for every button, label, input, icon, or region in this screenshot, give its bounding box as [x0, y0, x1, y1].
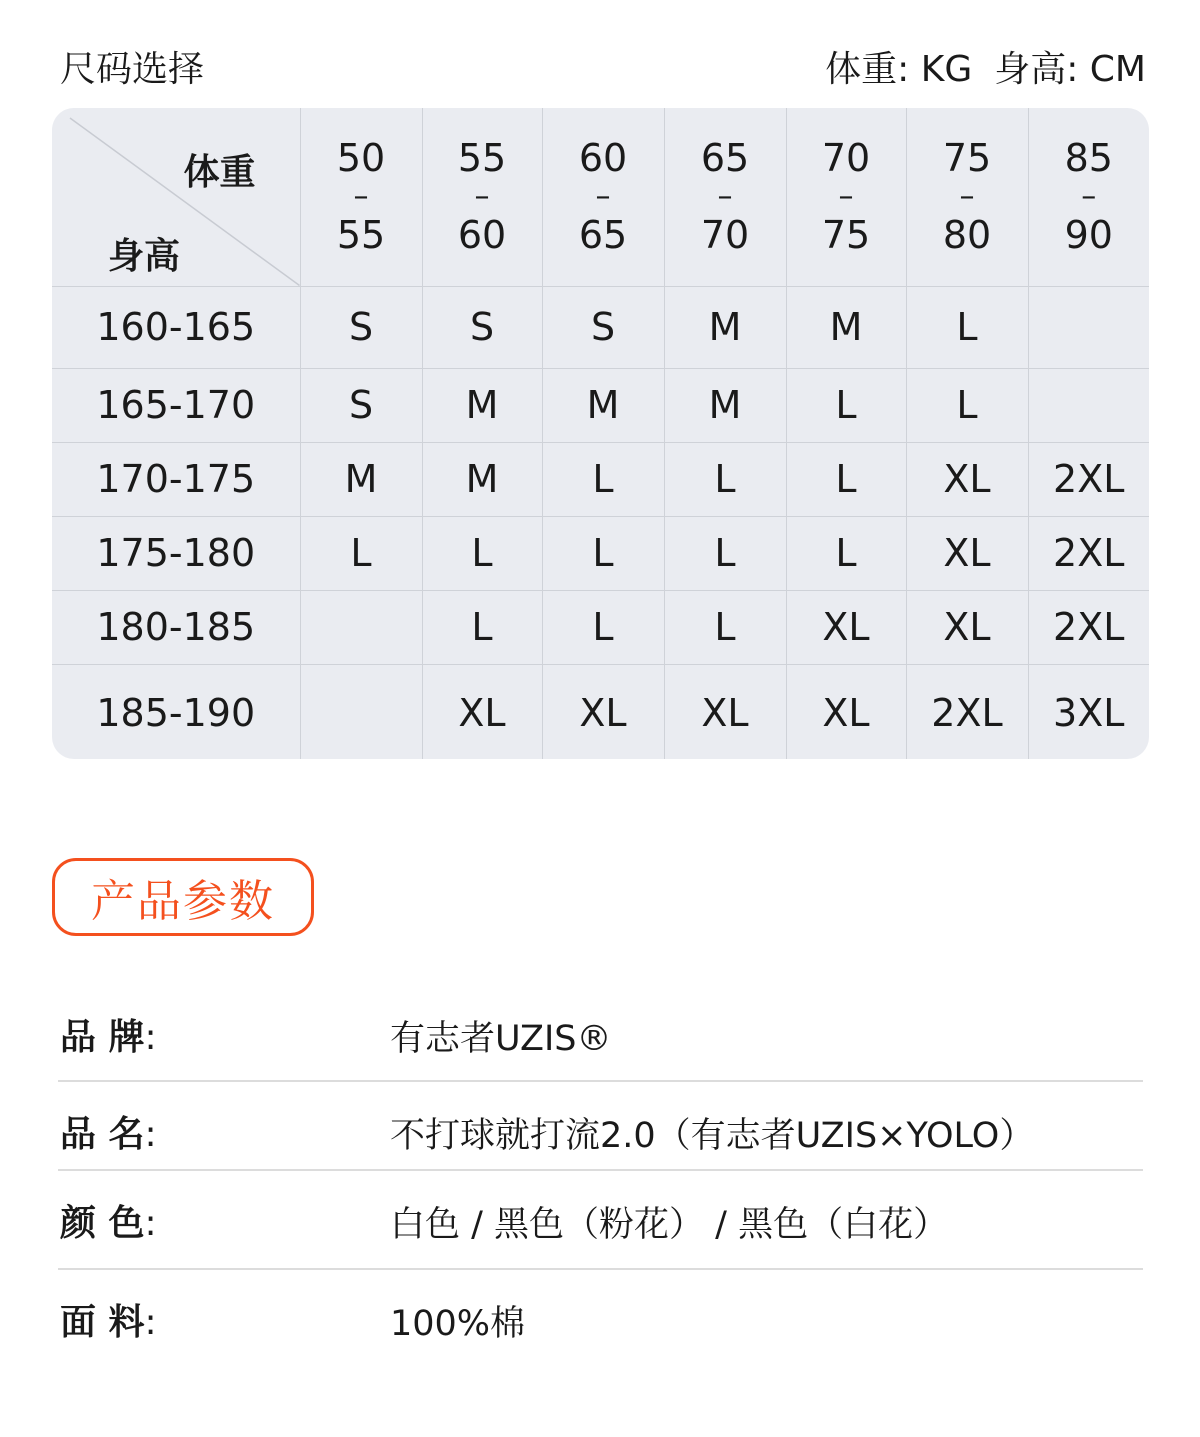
param-row-fabric [58, 1270, 1143, 1366]
size-cell: XL [786, 664, 906, 759]
weight-range-header [906, 108, 1028, 286]
size-cell: L [664, 590, 786, 664]
height-range-label: 185-190 [52, 664, 300, 759]
param-row-name [58, 1082, 1143, 1171]
weight-range-from: 55 [457, 136, 507, 181]
size-cell: L [786, 368, 906, 442]
weight-range-header [1028, 108, 1149, 286]
param-colon: : [144, 1302, 157, 1343]
size-cell: M [664, 286, 786, 368]
size-cell: L [786, 442, 906, 516]
size-cell: XL [422, 664, 542, 759]
weight-range-dash: – [353, 179, 369, 215]
size-cell: 2XL [1028, 516, 1149, 590]
weight-range-from: 60 [578, 136, 628, 181]
weight-range-to: 60 [457, 213, 507, 258]
size-cell: L [300, 516, 422, 590]
weight-header-row [52, 108, 1149, 286]
size-cell: L [542, 516, 664, 590]
size-cell: L [542, 442, 664, 516]
weight-range-dash: – [595, 179, 611, 215]
product-params-title: 产品参数 [52, 858, 314, 936]
param-key [60, 1195, 157, 1246]
size-cell: L [664, 442, 786, 516]
weight-range-dash: – [838, 179, 854, 215]
height-range-label: 170-175 [52, 442, 300, 516]
param-value: 100%棉 [390, 1304, 526, 1344]
param-key-text: 品 牌 [60, 1017, 145, 1058]
size-cell: XL [906, 442, 1028, 516]
size-chart-table-card [52, 108, 1149, 759]
size-cell: L [422, 516, 542, 590]
param-colon: : [144, 1017, 157, 1058]
size-cell: S [422, 286, 542, 368]
size-cell [300, 590, 422, 664]
weight-range-from: 50 [336, 136, 386, 181]
size-chart-title: 尺码选择 [60, 48, 205, 90]
size-cell: M [542, 368, 664, 442]
weight-range-header [542, 108, 664, 286]
weight-range-header [664, 108, 786, 286]
size-cell: L [664, 516, 786, 590]
table-row [52, 664, 1149, 759]
weight-range-dash: – [474, 179, 490, 215]
unit-note [825, 41, 1146, 92]
param-value: 白色 / 黑色（粉花） / 黑色（白花） [390, 1205, 949, 1245]
unit-weight: 体重: KG [825, 48, 973, 90]
weight-range-to: 90 [1064, 213, 1113, 258]
unit-height: 身高: CM [994, 48, 1146, 90]
size-chart-table [52, 108, 1149, 759]
height-range-label: 165-170 [52, 368, 300, 442]
param-key [60, 1294, 157, 1345]
corner-weight-label: 体重 [183, 152, 256, 193]
weight-range-to: 65 [578, 213, 628, 258]
weight-range-header [422, 108, 542, 286]
param-key [60, 1106, 157, 1157]
table-row [52, 286, 1149, 368]
height-range-label: 180-185 [52, 590, 300, 664]
param-row-brand [58, 985, 1143, 1082]
size-cell: XL [786, 590, 906, 664]
size-cell: XL [906, 590, 1028, 664]
weight-range-dash: – [717, 179, 733, 215]
size-cell: M [422, 368, 542, 442]
size-cell: S [542, 286, 664, 368]
size-cell [1028, 286, 1149, 368]
size-cell: 2XL [1028, 442, 1149, 516]
size-cell: 2XL [1028, 590, 1149, 664]
param-value: 有志者UZIS® [390, 1019, 612, 1059]
corner-height-label: 身高 [108, 236, 181, 277]
size-cell: S [300, 286, 422, 368]
param-colon: : [144, 1203, 157, 1244]
param-key-text: 颜 色 [60, 1203, 145, 1244]
table-row [52, 590, 1149, 664]
height-range-label: 160-165 [52, 286, 300, 368]
corner-header-cell [52, 108, 300, 286]
weight-range-from: 85 [1064, 136, 1113, 181]
weight-range-to: 70 [700, 213, 750, 258]
size-cell: L [422, 590, 542, 664]
size-cell: L [906, 286, 1028, 368]
param-key-text: 面 料 [60, 1302, 145, 1343]
size-cell: L [906, 368, 1028, 442]
weight-range-to: 80 [942, 213, 992, 258]
size-cell: 3XL [1028, 664, 1149, 759]
table-row [52, 516, 1149, 590]
weight-range-header [786, 108, 906, 286]
param-row-color [58, 1171, 1143, 1270]
height-range-label: 175-180 [52, 516, 300, 590]
size-cell [300, 664, 422, 759]
weight-range-to: 75 [821, 213, 871, 258]
size-cell: XL [906, 516, 1028, 590]
size-cell: M [664, 368, 786, 442]
table-row [52, 442, 1149, 516]
size-cell: L [786, 516, 906, 590]
size-chart-header [60, 38, 1146, 94]
size-cell: M [786, 286, 906, 368]
weight-range-from: 75 [942, 136, 992, 181]
param-colon: : [144, 1114, 157, 1155]
weight-range-from: 65 [700, 136, 750, 181]
table-row [52, 368, 1149, 442]
size-cell: M [300, 442, 422, 516]
weight-range-from: 70 [821, 136, 871, 181]
size-cell [1028, 368, 1149, 442]
weight-range-header [300, 108, 422, 286]
size-cell: XL [664, 664, 786, 759]
size-cell: 2XL [906, 664, 1028, 759]
weight-range-to: 55 [336, 213, 386, 258]
param-key [60, 1009, 157, 1060]
param-value: 不打球就打流2.0（有志者UZIS×YOLO） [390, 1116, 1035, 1156]
product-params-list [58, 985, 1143, 1366]
size-cell: S [300, 368, 422, 442]
size-cell: M [422, 442, 542, 516]
size-cell: XL [542, 664, 664, 759]
weight-range-dash: – [1081, 179, 1097, 215]
weight-range-dash: – [959, 179, 975, 215]
size-cell: L [542, 590, 664, 664]
param-key-text: 品 名 [60, 1114, 145, 1155]
